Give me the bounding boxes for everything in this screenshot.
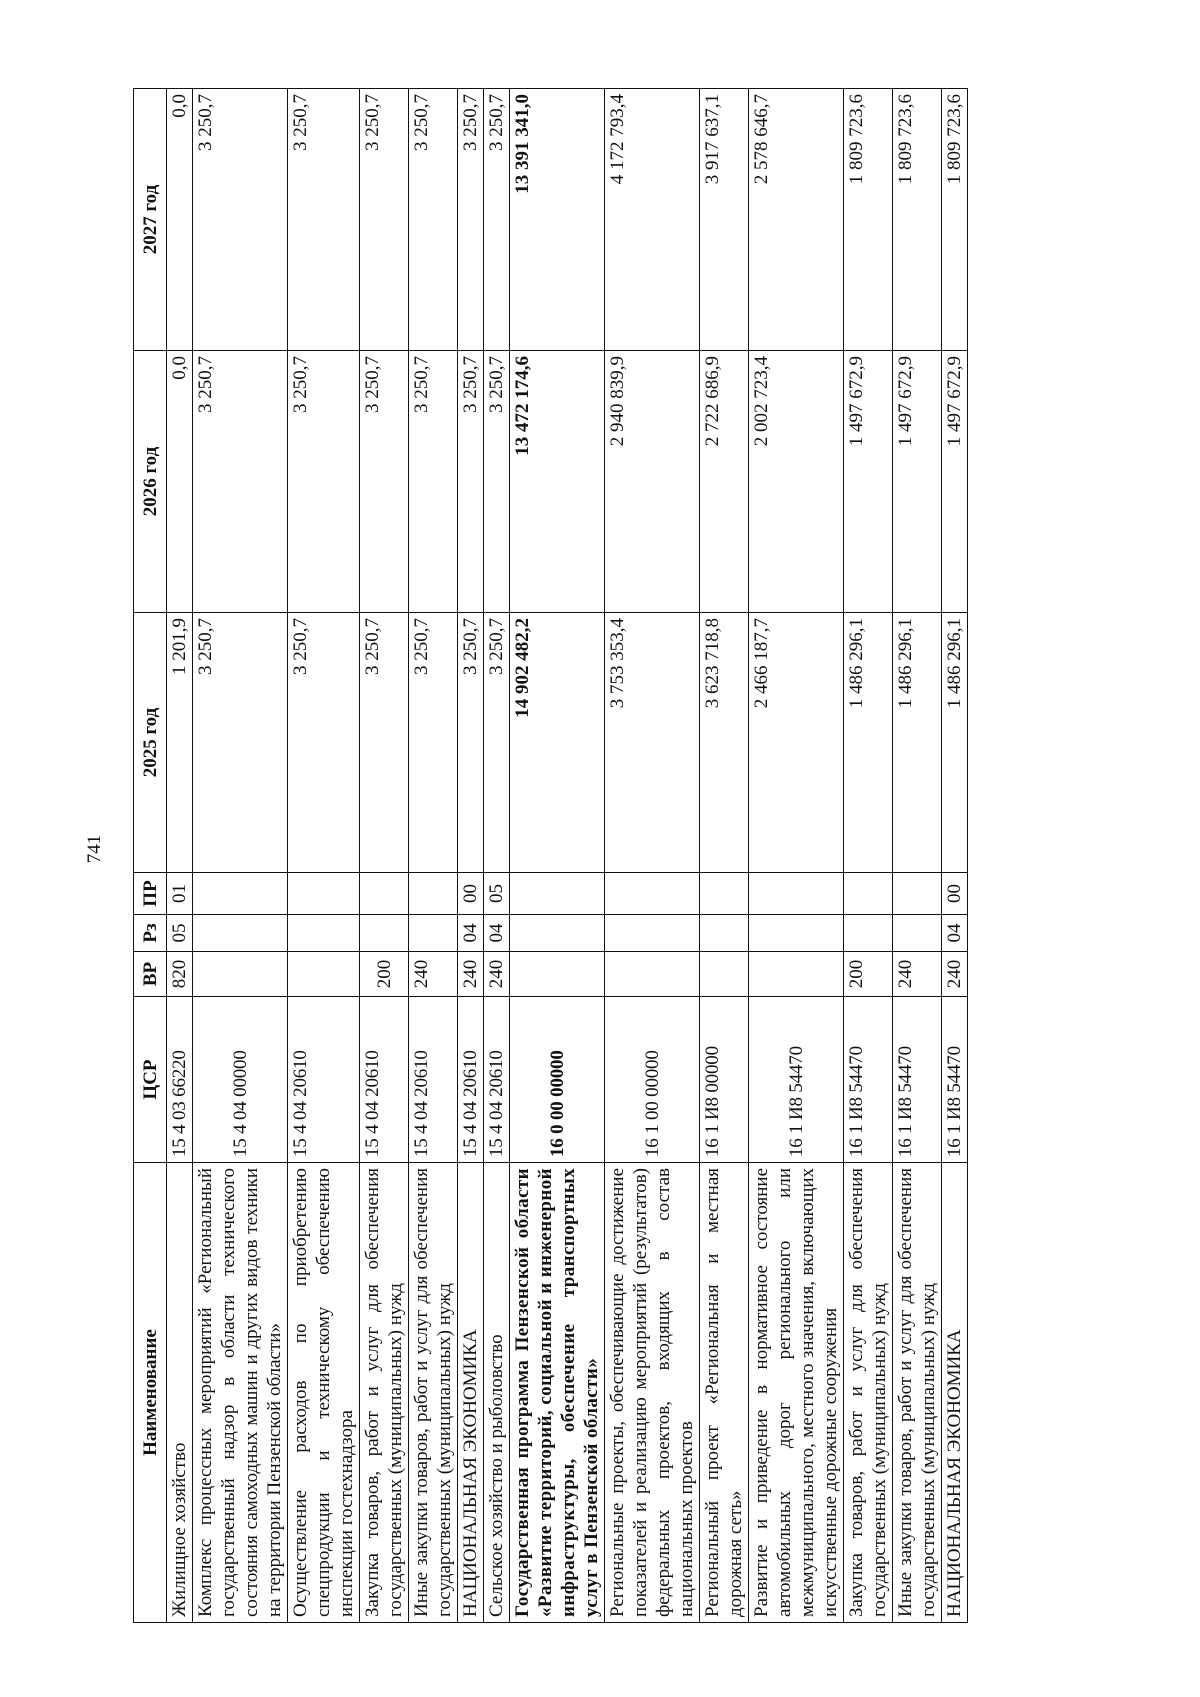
row-2025: 3 250,7 bbox=[193, 613, 288, 873]
rotated-page-content bbox=[133, 89, 1075, 1623]
row-rz bbox=[510, 915, 605, 952]
row-vr: 240 bbox=[893, 952, 942, 997]
row-2026: 3 250,7 bbox=[409, 351, 458, 613]
row-csr: 15 4 04 20610 bbox=[458, 997, 484, 1163]
row-csr: 15 4 04 20610 bbox=[288, 997, 360, 1163]
row-2025: 3 250,7 bbox=[458, 613, 484, 873]
row-2026: 1 497 672,9 bbox=[942, 351, 968, 613]
row-rz: 04 bbox=[484, 915, 510, 952]
row-2026: 2 940 839,9 bbox=[605, 351, 700, 613]
row-name: Сельское хозяйство и рыболовство bbox=[484, 1163, 510, 1623]
table-row bbox=[458, 89, 484, 1623]
header-csr: ЦСР bbox=[134, 997, 167, 1163]
row-2025: 1 201,9 bbox=[167, 613, 193, 873]
row-rz: 05 bbox=[167, 915, 193, 952]
row-csr: 16 0 00 00000 bbox=[510, 997, 605, 1163]
row-pr bbox=[749, 873, 844, 915]
row-pr bbox=[605, 873, 700, 915]
row-2025: 2 466 187,7 bbox=[749, 613, 844, 873]
row-csr: 15 4 04 20610 bbox=[360, 997, 409, 1163]
row-rz bbox=[193, 915, 288, 952]
header-vr: ВР bbox=[134, 952, 167, 997]
row-name: Иные закупки товаров, работ и услуг для обеспечения государственных (муниципальных) нужд bbox=[893, 1163, 942, 1623]
row-rz bbox=[700, 915, 749, 952]
table-row bbox=[484, 89, 510, 1623]
row-2027: 3 250,7 bbox=[458, 89, 484, 351]
header-pr: ПР bbox=[134, 873, 167, 915]
table-row bbox=[193, 89, 288, 1623]
row-2026: 3 250,7 bbox=[458, 351, 484, 613]
row-csr: 15 4 04 20610 bbox=[409, 997, 458, 1163]
row-pr: 00 bbox=[942, 873, 968, 915]
row-2025: 3 623 718,8 bbox=[700, 613, 749, 873]
row-name: Иные закупки товаров, работ и услуг для обеспечения государственных (муниципальных) нужд bbox=[409, 1163, 458, 1623]
row-rz bbox=[360, 915, 409, 952]
table-row bbox=[749, 89, 844, 1623]
row-pr bbox=[409, 873, 458, 915]
row-2027: 3 250,7 bbox=[484, 89, 510, 351]
row-vr: 200 bbox=[360, 952, 409, 997]
header-2025: 2025 год bbox=[134, 613, 167, 873]
header-2027: 2027 год bbox=[134, 89, 167, 351]
row-2027: 3 250,7 bbox=[193, 89, 288, 351]
row-2027: 13 391 341,0 bbox=[510, 89, 605, 351]
row-csr: 16 1 И8 54470 bbox=[844, 997, 893, 1163]
row-vr: 240 bbox=[484, 952, 510, 997]
row-csr: 15 4 04 20610 bbox=[484, 997, 510, 1163]
row-vr bbox=[288, 952, 360, 997]
row-pr bbox=[193, 873, 288, 915]
table-row bbox=[942, 89, 968, 1623]
row-2026: 3 250,7 bbox=[193, 351, 288, 613]
page-number: 741 bbox=[84, 834, 105, 864]
row-name: НАЦИОНАЛЬНАЯ ЭКОНОМИКА bbox=[942, 1163, 968, 1623]
row-2026: 2 002 723,4 bbox=[749, 351, 844, 613]
table-header-row bbox=[134, 89, 167, 1623]
header-rz: Рз bbox=[134, 915, 167, 952]
row-pr bbox=[893, 873, 942, 915]
row-rz bbox=[749, 915, 844, 952]
row-2025: 3 250,7 bbox=[360, 613, 409, 873]
row-vr: 240 bbox=[409, 952, 458, 997]
row-2025: 1 486 296,1 bbox=[844, 613, 893, 873]
table-row bbox=[288, 89, 360, 1623]
row-2025: 3 250,7 bbox=[409, 613, 458, 873]
row-pr: 01 bbox=[167, 873, 193, 915]
row-rz bbox=[605, 915, 700, 952]
row-csr: 16 1 00 00000 bbox=[605, 997, 700, 1163]
row-2026: 0,0 bbox=[167, 351, 193, 613]
row-pr bbox=[700, 873, 749, 915]
row-2027: 2 578 646,7 bbox=[749, 89, 844, 351]
row-name: Закупка товаров, работ и услуг для обеспечения государственных (муниципальных) нужд bbox=[844, 1163, 893, 1623]
table-row bbox=[409, 89, 458, 1623]
row-2025: 14 902 482,2 bbox=[510, 613, 605, 873]
row-pr bbox=[360, 873, 409, 915]
row-rz bbox=[409, 915, 458, 952]
row-vr bbox=[605, 952, 700, 997]
row-2025: 3 250,7 bbox=[484, 613, 510, 873]
row-2025: 3 753 353,4 bbox=[605, 613, 700, 873]
row-pr bbox=[288, 873, 360, 915]
row-name: Комплекс процессных мероприятий «Региональный государственный надзор в области технического состояния самоходных машин и других видов техники на территории Пензенской области» bbox=[193, 1163, 288, 1623]
budget-table bbox=[133, 88, 968, 1623]
row-2027: 4 172 793,4 bbox=[605, 89, 700, 351]
row-csr: 16 1 И8 54470 bbox=[749, 997, 844, 1163]
row-rz bbox=[288, 915, 360, 952]
row-rz: 04 bbox=[942, 915, 968, 952]
row-2026: 1 497 672,9 bbox=[844, 351, 893, 613]
row-2027: 1 809 723,6 bbox=[942, 89, 968, 351]
row-vr bbox=[510, 952, 605, 997]
row-2026: 13 472 174,6 bbox=[510, 351, 605, 613]
row-pr bbox=[844, 873, 893, 915]
row-2025: 1 486 296,1 bbox=[942, 613, 968, 873]
row-2026: 3 250,7 bbox=[360, 351, 409, 613]
header-name: Наименование bbox=[134, 1163, 167, 1623]
row-vr bbox=[749, 952, 844, 997]
row-csr: 16 1 И8 00000 bbox=[700, 997, 749, 1163]
row-2027: 3 917 637,1 bbox=[700, 89, 749, 351]
row-csr: 15 4 04 00000 bbox=[193, 997, 288, 1163]
table-row bbox=[510, 89, 605, 1623]
row-vr: 240 bbox=[458, 952, 484, 997]
row-name: НАЦИОНАЛЬНАЯ ЭКОНОМИКА bbox=[458, 1163, 484, 1623]
row-rz bbox=[893, 915, 942, 952]
row-2025: 3 250,7 bbox=[288, 613, 360, 873]
row-vr: 820 bbox=[167, 952, 193, 997]
row-csr: 16 1 И8 54470 bbox=[942, 997, 968, 1163]
row-2026: 3 250,7 bbox=[484, 351, 510, 613]
table-row bbox=[167, 89, 193, 1623]
row-name: Государственная программа Пензенской области «Развитие территорий, социальной и инженерной инфраструктуры, обеспечение транспортных услуг в Пензенской области» bbox=[510, 1163, 605, 1623]
table-row bbox=[844, 89, 893, 1623]
row-vr bbox=[193, 952, 288, 997]
row-name: Осуществление расходов по приобретению спецпродукции и техническому обеспечению инспекции гостехнадзора bbox=[288, 1163, 360, 1623]
row-2027: 3 250,7 bbox=[288, 89, 360, 351]
row-csr: 16 1 И8 54470 bbox=[893, 997, 942, 1163]
row-csr: 15 4 03 66220 bbox=[167, 997, 193, 1163]
row-vr bbox=[700, 952, 749, 997]
row-pr: 00 bbox=[458, 873, 484, 915]
row-rz bbox=[844, 915, 893, 952]
table-row bbox=[700, 89, 749, 1623]
row-name: Развитие и приведение в нормативное состояние автомобильных дорог регионального или межмуниципального, местного значения, включающих искусственные дорожные сооружения bbox=[749, 1163, 844, 1623]
row-pr bbox=[510, 873, 605, 915]
row-vr: 200 bbox=[844, 952, 893, 997]
row-2027: 3 250,7 bbox=[360, 89, 409, 351]
table-row bbox=[605, 89, 700, 1623]
row-rz: 04 bbox=[458, 915, 484, 952]
row-2026: 2 722 686,9 bbox=[700, 351, 749, 613]
row-name: Жилищное хозяйство bbox=[167, 1163, 193, 1623]
row-2026: 1 497 672,9 bbox=[893, 351, 942, 613]
row-2026: 3 250,7 bbox=[288, 351, 360, 613]
table-row bbox=[893, 89, 942, 1623]
row-name: Региональные проекты, обеспечивающие достижение показателей и реализацию мероприятий (результатов) федеральных проектов, входящих в состав национальных проектов bbox=[605, 1163, 700, 1623]
table-row bbox=[360, 89, 409, 1623]
row-2027: 0,0 bbox=[167, 89, 193, 351]
row-pr: 05 bbox=[484, 873, 510, 915]
row-vr: 240 bbox=[942, 952, 968, 997]
row-2027: 3 250,7 bbox=[409, 89, 458, 351]
row-2027: 1 809 723,6 bbox=[893, 89, 942, 351]
row-2025: 1 486 296,1 bbox=[893, 613, 942, 873]
header-2026: 2026 год bbox=[134, 351, 167, 613]
row-name: Региональный проект «Региональная и местная дорожная сеть» bbox=[700, 1163, 749, 1623]
row-name: Закупка товаров, работ и услуг для обеспечения государственных (муниципальных) нужд bbox=[360, 1163, 409, 1623]
row-2027: 1 809 723,6 bbox=[844, 89, 893, 351]
